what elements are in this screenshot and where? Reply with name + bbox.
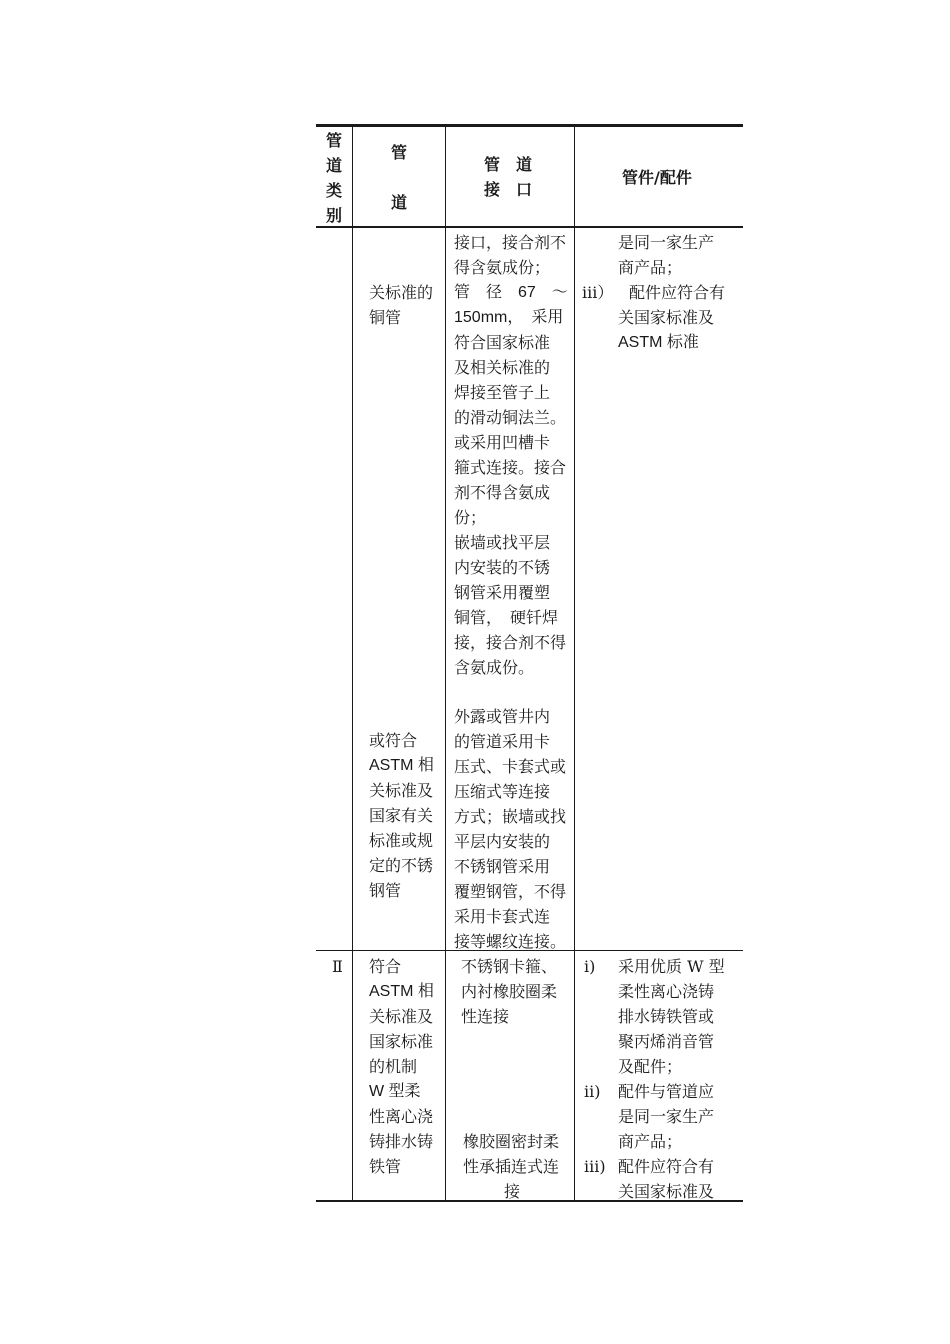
row2-fit-line: 关国家标准及 xyxy=(618,1182,715,1201)
row1-fit-marker: iii） xyxy=(582,283,614,302)
row1-joint-line: 及相关标准的 xyxy=(454,358,551,377)
row2-fit-line: 商产品； xyxy=(618,1132,683,1151)
row2-pipe-line: 的机制 xyxy=(369,1057,418,1076)
row1-pipe-line: 钢管 xyxy=(369,881,402,900)
row1-joint-line: 得含氨成份； xyxy=(454,258,551,277)
row2-joint-line: 性连接 xyxy=(461,1007,510,1026)
row2-fit-line: 是同一家生产 xyxy=(618,1107,715,1126)
column-divider xyxy=(352,124,353,1202)
row1-joint-line: 接，接合剂不得 xyxy=(454,633,567,652)
row1-joint-line: 采用卡套式连 xyxy=(454,907,551,926)
row2-pipe-line: 国家标准 xyxy=(369,1032,434,1051)
row1-pipe-line: 国家有关 xyxy=(369,806,434,825)
row1-fit-line: 商产品； xyxy=(618,258,683,277)
row1-joint-line: 不锈钢管采用 xyxy=(454,857,551,876)
row1-joint-line: 含氨成份。 xyxy=(454,658,535,677)
row2-joint-line: 内衬橡胶圈柔 xyxy=(461,982,558,1001)
row2-joint-line: 不锈钢卡箍、 xyxy=(461,957,558,976)
row2-fit-line: 及配件； xyxy=(618,1057,683,1076)
row1-joint-line: 方式；嵌墙或找 xyxy=(454,807,567,826)
row2-category: Ⅱ xyxy=(332,957,343,976)
row1-pipe-line: 关标准及 xyxy=(369,781,434,800)
row2-pipe-line: 关标准及 xyxy=(369,1007,434,1026)
header-pipe-top: 管 xyxy=(391,143,408,162)
row1-pipe-line: 关标准的 xyxy=(369,283,434,302)
row2-fit-marker: iii) xyxy=(584,1157,606,1176)
row2-fit-line: 配件应符合有 xyxy=(618,1157,715,1176)
row1-joint-line: 覆塑钢管，不得 xyxy=(454,882,567,901)
row2-fit-marker: i) xyxy=(584,957,596,976)
header-fittings: 管件/配件 xyxy=(622,168,692,187)
row1-joint-line: 内安装的不锈 xyxy=(454,558,551,577)
row2-pipe-line: 性离心浇 xyxy=(369,1107,434,1126)
column-divider xyxy=(574,124,575,1202)
row1-fit-line: 关国家标准及 xyxy=(618,308,715,327)
row1-joint-line: 或采用凹槽卡 xyxy=(454,433,551,452)
row1-joint-line: 150mm， 采用 xyxy=(454,309,564,326)
row2-joint-line: 接 xyxy=(504,1182,521,1201)
row1-joint-line: 接口，接合剂不 xyxy=(454,233,567,252)
row1-joint-line: 铜管， 硬钎焊 xyxy=(454,608,559,627)
row1-pipe-line: 定的不锈 xyxy=(369,856,434,875)
row1-joint-line: 接等螺纹连接。 xyxy=(454,932,567,951)
row1-joint-line: 焊接至管子上 xyxy=(454,383,551,402)
row2-fit-marker: ii) xyxy=(584,1082,601,1101)
header-pipe-bottom: 道 xyxy=(391,193,408,212)
row1-joint-line: 外露或管井内 xyxy=(454,707,551,726)
table-header-rule xyxy=(316,226,743,228)
row1-joint-line: 份； xyxy=(454,508,487,527)
row1-fit-line: 配件应符合有 xyxy=(629,283,726,302)
table-top-rule xyxy=(316,124,743,127)
header-joint-line1: 管 道 xyxy=(484,155,533,174)
header-category-char: 道 xyxy=(326,156,343,175)
row2-pipe-line: 符合 xyxy=(369,957,402,976)
row1-joint-line: 钢管采用覆塑 xyxy=(454,583,551,602)
row2-fit-line: 配件与管道应 xyxy=(618,1082,715,1101)
row2-joint-line: 橡胶圈密封柔 xyxy=(463,1132,560,1151)
row2-pipe-line: 铁管 xyxy=(369,1157,402,1176)
header-joint-line2: 接 口 xyxy=(484,180,533,199)
row1-joint-line: 压缩式等连接 xyxy=(454,782,551,801)
row1-pipe-line: ASTM 相 xyxy=(369,757,434,774)
header-category-char: 类 xyxy=(326,181,343,200)
row1-fit-line: 是同一家生产 xyxy=(618,233,715,252)
row1-joint-line: 剂不得含氨成 xyxy=(454,483,551,502)
row1-joint-line: 箍式连接。接合 xyxy=(454,458,567,477)
row1-pipe-line: 标准或规 xyxy=(369,831,434,850)
row1-pipe-line: 或符合 xyxy=(369,731,418,750)
row2-fit-line: 排水铸铁管或 xyxy=(618,1007,715,1026)
row1-joint-line: 嵌墙或找平层 xyxy=(454,533,551,552)
row1-joint-line: 符合国家标准 xyxy=(454,333,551,352)
row1-joint-line: 压式、卡套式或 xyxy=(454,757,567,776)
row2-pipe-line: ASTM 相 xyxy=(369,983,434,1000)
row2-joint-line: 性承插连式连 xyxy=(463,1157,560,1176)
row1-joint-line: 平层内安装的 xyxy=(454,832,551,851)
row1-fit-line: ASTM 标准 xyxy=(618,334,699,351)
row1-pipe-line: 铜管 xyxy=(369,308,402,327)
row2-pipe-line: 铸排水铸 xyxy=(369,1132,434,1151)
column-divider xyxy=(445,124,446,1202)
row2-fit-line: 柔性离心浇铸 xyxy=(618,982,715,1001)
header-category-char: 管 xyxy=(326,131,343,150)
row1-joint-line: 的滑动铜法兰。 xyxy=(454,408,567,427)
row2-pipe-line: W 型柔 xyxy=(369,1083,421,1100)
header-category-char: 别 xyxy=(326,206,343,225)
row2-fit-line: 采用优质 W 型 xyxy=(618,957,725,976)
row2-fit-line: 聚丙烯消音管 xyxy=(618,1032,715,1051)
row1-joint-line: 管 径 67 ～ xyxy=(454,284,568,301)
row1-joint-line: 的管道采用卡 xyxy=(454,732,551,751)
